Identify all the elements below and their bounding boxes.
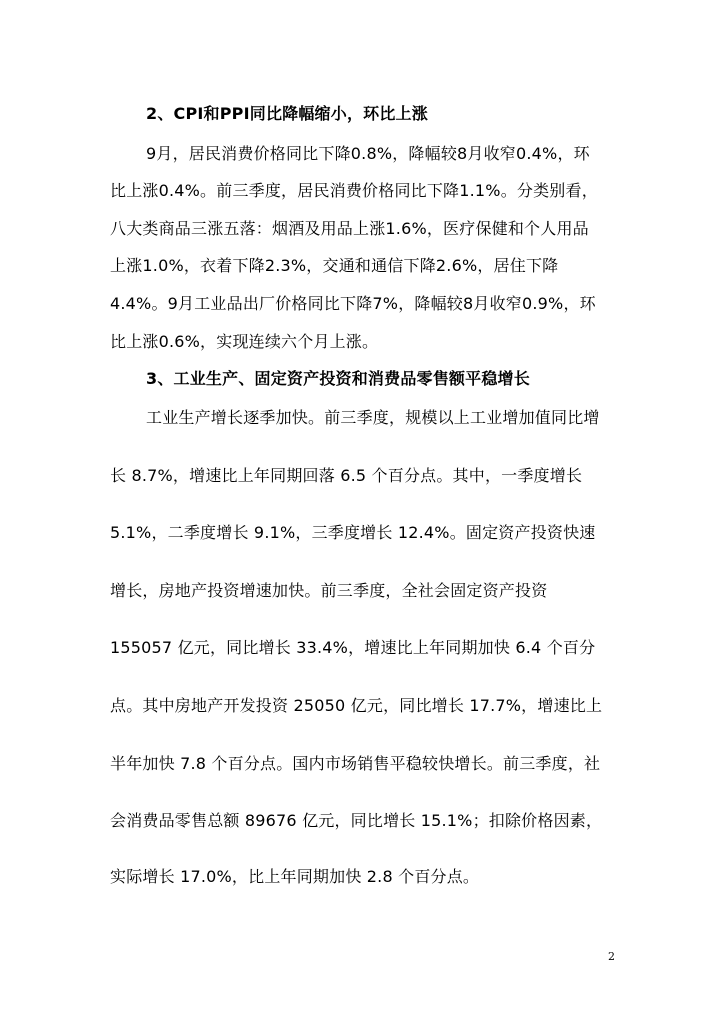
section-3-line-5: 155057 亿元，同比增长 33.4%，增速比上年同期加快 6.4 个百分 [110, 638, 596, 657]
section-3-line-8: 会消费品零售总额 89676 亿元，同比增长 15.1%；扣除价格因素， [110, 811, 603, 830]
section-3-line-1: 工业生产增长逐季加快。前三季度，规模以上工业增加值同比增 [146, 408, 600, 427]
section-2-line-1: 9月，居民消费价格同比下降0.8%，降幅较8月收窄0.4%，环 [146, 144, 590, 163]
section-2-line-4: 上涨1.0%，衣着下降2.3%，交通和通信下降2.6%，居住下降 [110, 256, 559, 275]
section-3-line-3: 5.1%，二季度增长 9.1%，三季度增长 12.4%。固定资产投资快速 [110, 523, 596, 542]
section-3-line-7: 半年加快 7.8 个百分点。国内市场销售平稳较快增长。前三季度，社 [110, 754, 601, 773]
page-number: 2 [608, 950, 615, 963]
section-2-line-3: 八大类商品三涨五落：烟酒及用品上涨1.6%，医疗保健和个人用品 [110, 219, 589, 238]
section-3-heading: 3、工业生产、固定资产投资和消费品零售额平稳增长 [146, 369, 530, 388]
section-3-line-4: 增长，房地产投资增速加快。前三季度，全社会固定资产投资 [110, 581, 548, 600]
section-3-line-2: 长 8.7%，增速比上年同期回落 6.5 个百分点。其中，一季度增长 [110, 466, 583, 485]
section-2-heading: 2、CPI和PPI同比降幅缩小，环比上涨 [146, 104, 428, 123]
section-2-line-2: 比上涨0.4%。前三季度，居民消费价格同比下降1.1%。分类别看， [110, 181, 598, 200]
section-2-line-5: 4.4%。9月工业品出厂价格同比下降7%，降幅较8月收窄0.9%，环 [110, 294, 596, 313]
section-3-line-9: 实际增长 17.0%，比上年同期加快 2.8 个百分点。 [110, 867, 480, 886]
section-2-line-6: 比上涨0.6%，实现连续六个月上涨。 [110, 332, 379, 351]
section-3-line-6: 点。其中房地产开发投资 25050 亿元，同比增长 17.7%，增速比上 [110, 696, 603, 715]
